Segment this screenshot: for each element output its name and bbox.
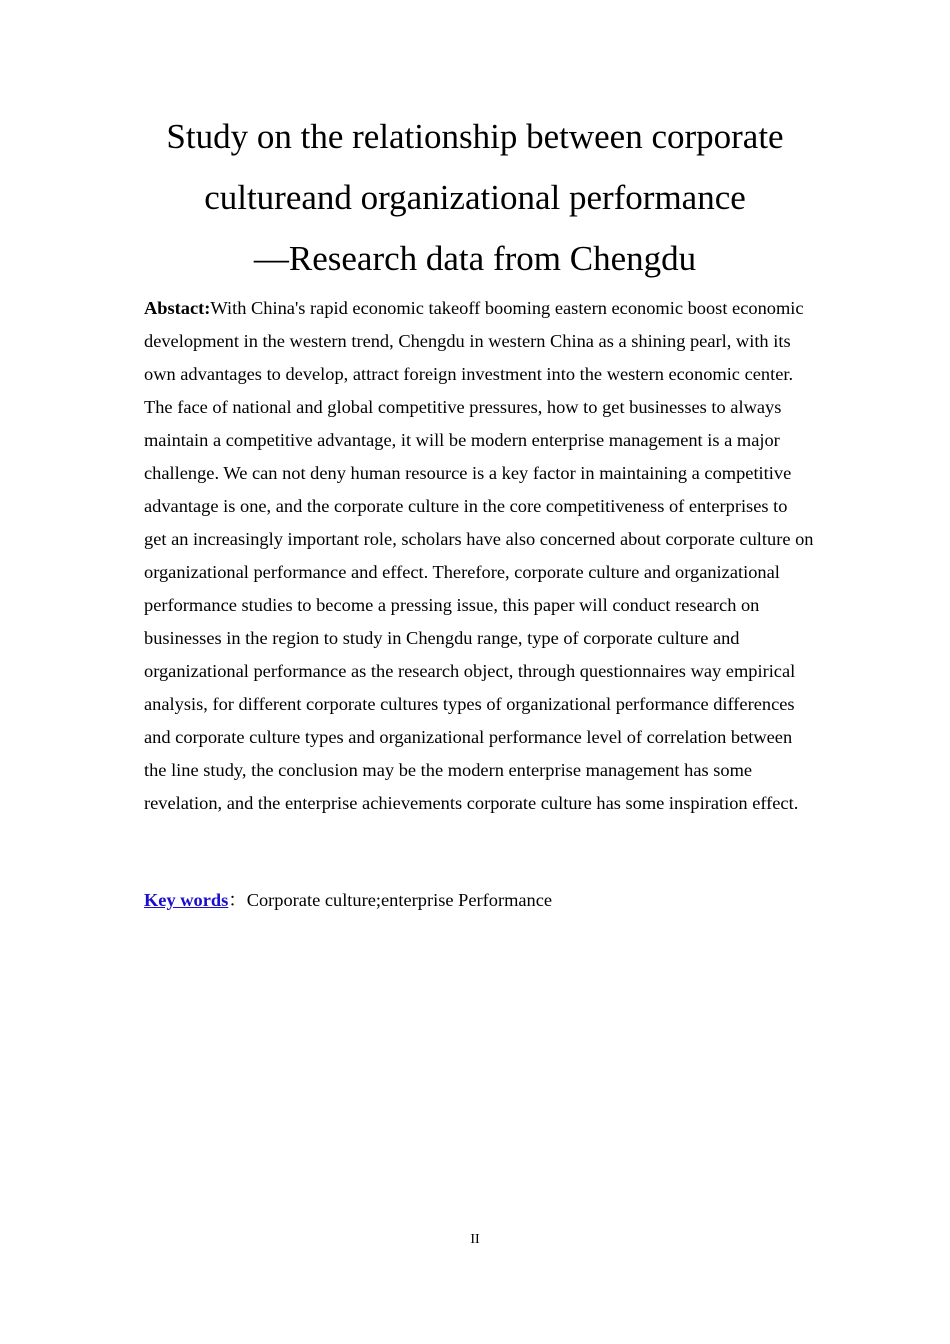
keywords-separator: ： — [228, 890, 247, 910]
page-number: II — [470, 1232, 480, 1247]
keywords-text: Corporate culture;enterprise Performance — [246, 890, 553, 910]
abstract-label: Abstact: — [144, 298, 211, 318]
paper-title — [100, 106, 850, 289]
title-line-1: Study on the relationship between corporate — [166, 117, 784, 156]
keywords-line — [144, 884, 814, 917]
abstract-paragraph — [144, 292, 814, 820]
abstract-text: With China's rapid economic takeoff booming eastern economic boost economic development in the western trend, Chengdu in western China as a shining pearl, with its own advantages to develop, attract foreign investment into the western economic center. The face of national and global competitive pressures, how to get businesses to always maintain a competitive advantage, it will be modern enterprise management is a major challenge. We can not deny human resource is a key factor in maintaining a competitive advantage is one, and the corporate culture in the core competitiveness of enterprises to get an increasingly important role, scholars have also concerned about corporate culture on organizational performance and effect. Therefore, corporate culture and organizational performance studies to become a pressing issue, this paper will conduct research on businesses in the region to study in Chengdu range, type of corporate culture and organizational performance as the research object, through questionnaires way empirical analysis, for different corporate cultures types of organizational performance differences and corporate culture types and organizational performance level of correlation between the line study, the conclusion may be the modern enterprise management has some revelation, and the enterprise achievements corporate culture has some inspiration effect. — [144, 298, 814, 813]
title-line-2: cultureand organizational performance — [204, 178, 746, 217]
keywords-link[interactable]: Key words — [144, 890, 229, 910]
title-line-3: —Research data from Chengdu — [253, 239, 697, 278]
